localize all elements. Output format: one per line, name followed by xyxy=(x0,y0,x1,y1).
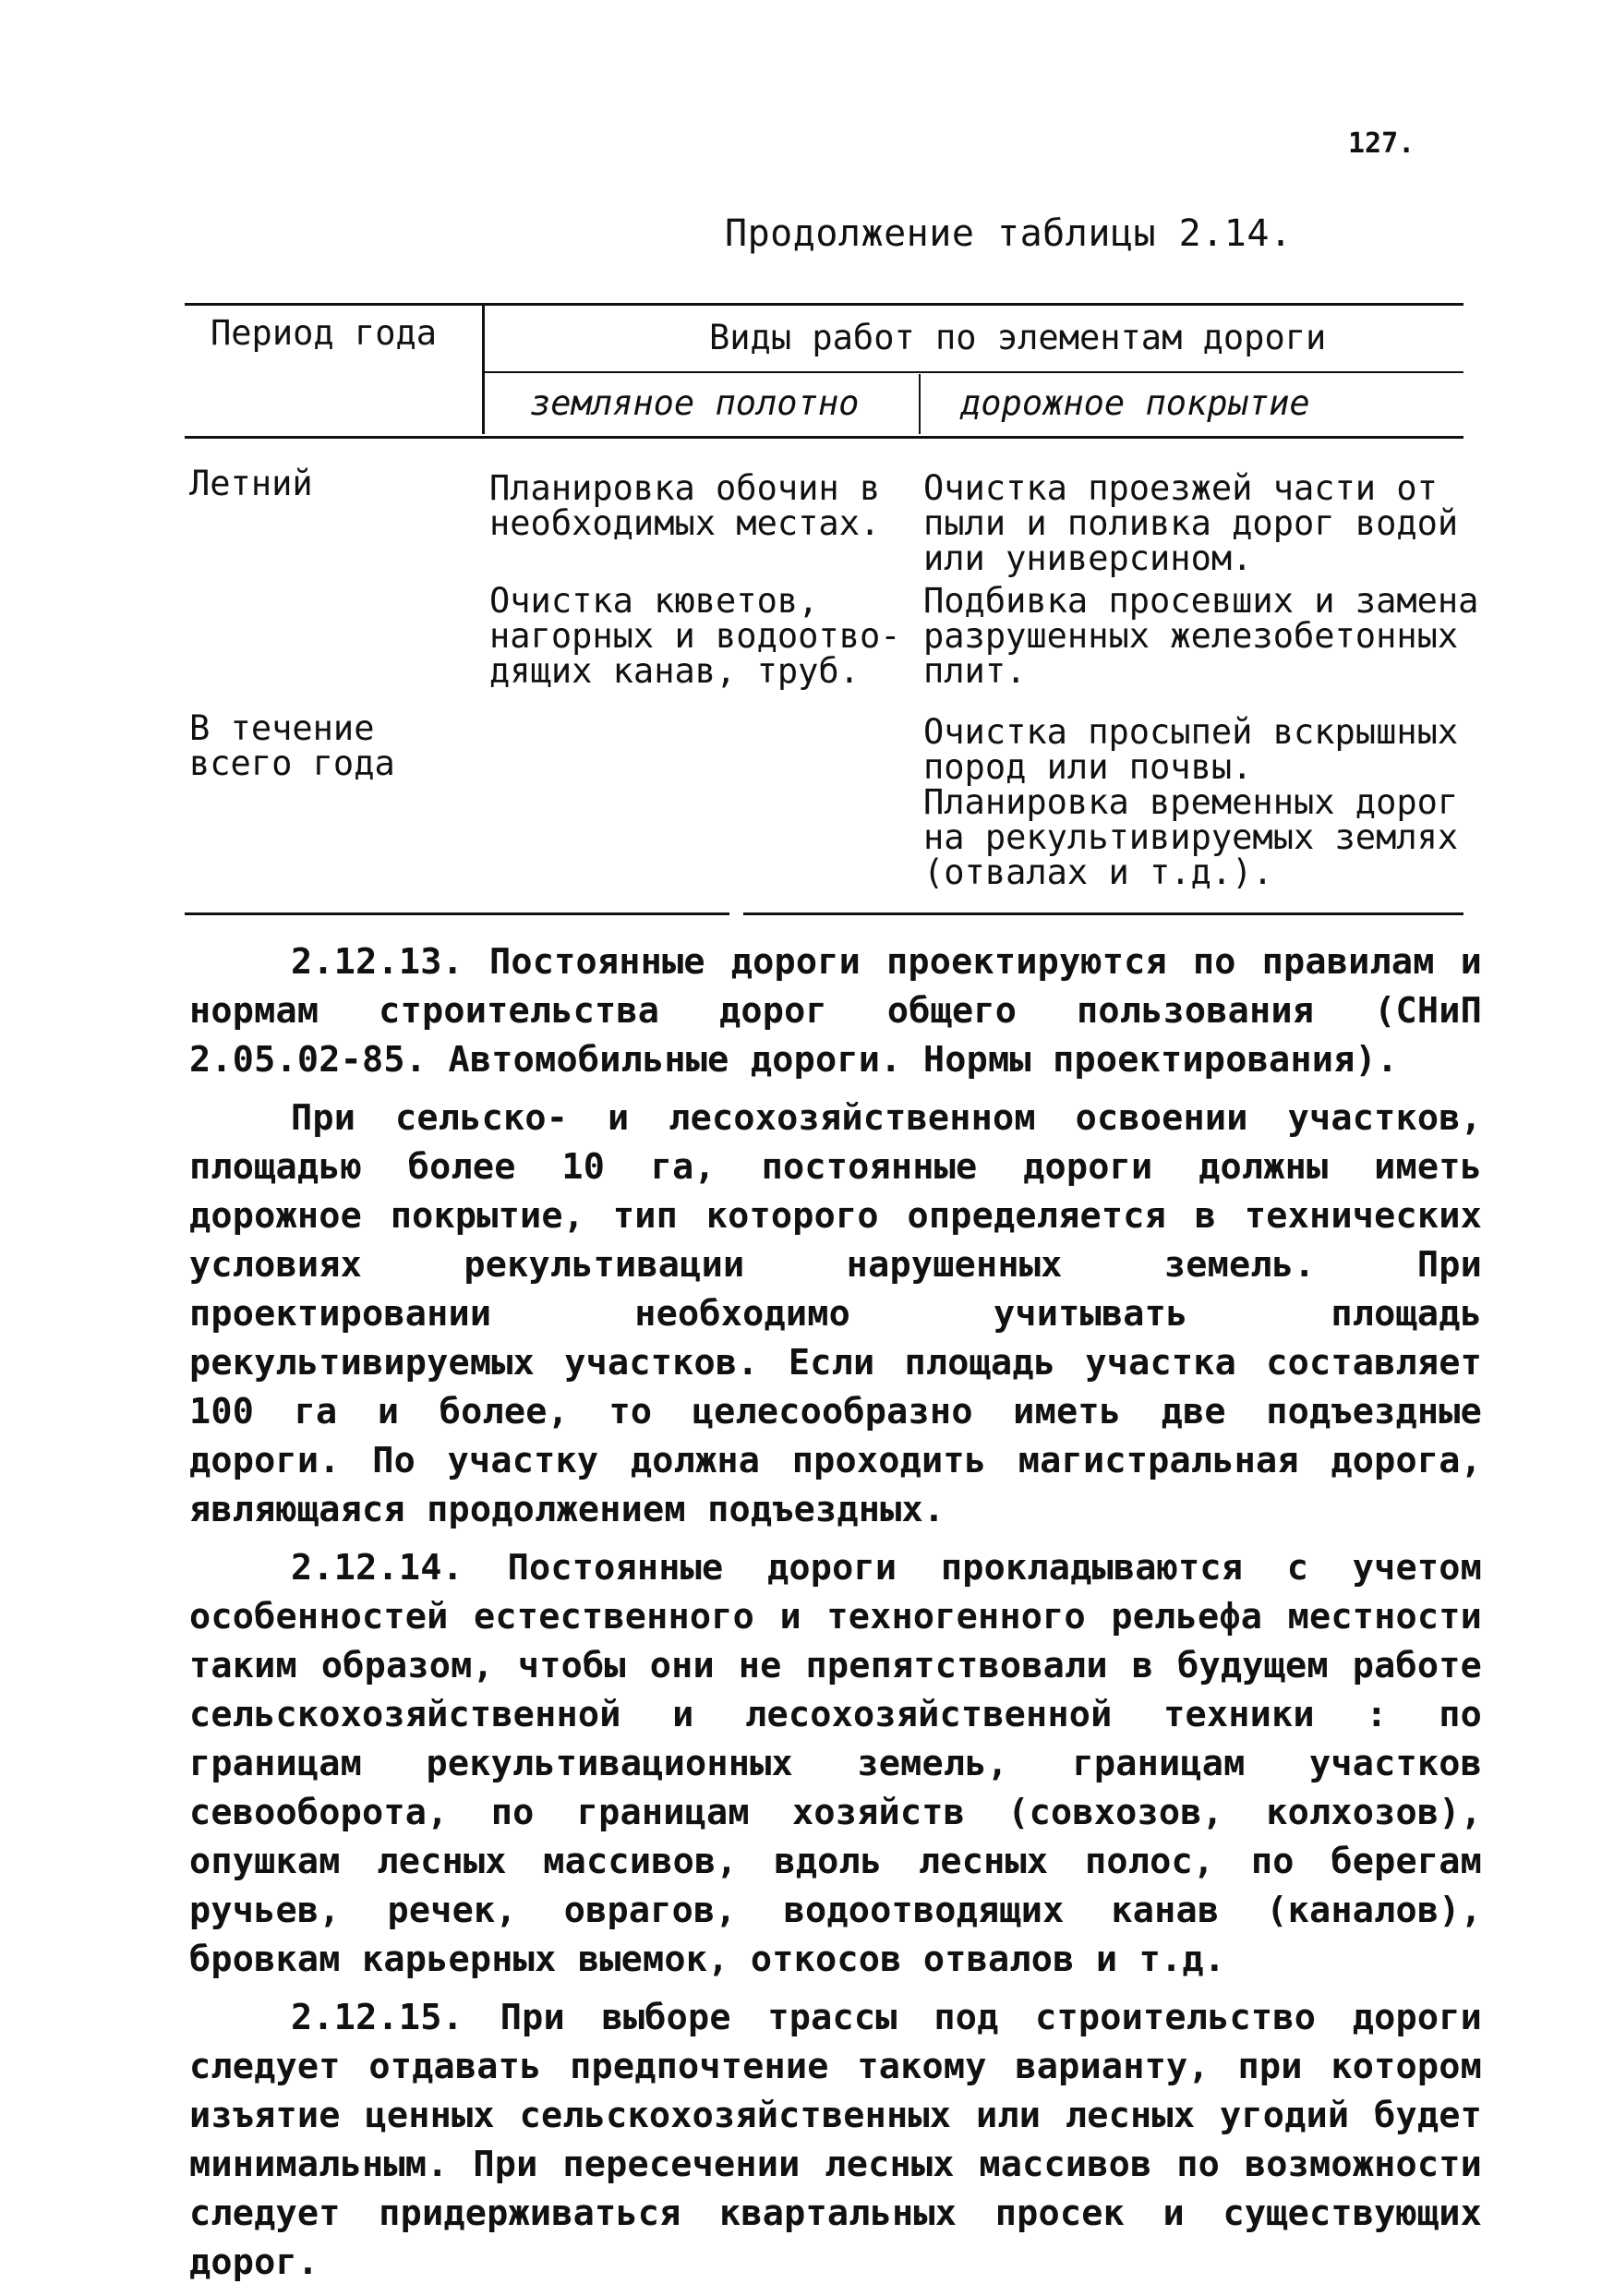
table-header-bottom-rule xyxy=(185,436,1463,439)
table-bottom-rule-left xyxy=(185,912,729,915)
row-summer-pavement-2: Подбивка просевших и замена разрушенных железобетонных плит. xyxy=(923,581,1479,691)
body-text xyxy=(189,937,1482,2296)
row-summer-period: Летний xyxy=(189,464,313,503)
row-yearround-pavement-1: Очистка просыпей вскрышных пород или почвы. Планировка временных дорог на рекультивируемых землях (отвалах и т.д.). xyxy=(923,712,1459,892)
paragraph-2-12-14: 2.12.14. Постоянные дороги прокладываются с учетом особенностей естественного и техногенного рельефа местности таким образом, чтобы они не препятствовали в будущем работе сельскохозяйственной и лесохозяйственной техники : по границам рекультивационных земель, границам участков севооборота, по границам хозяйств (совхозов, колхозов), опушкам лесных массивов, вдоль лесных полос, по берегам ручьев, речек, оврагов, водоотводящих канав (каналов), бровкам карьерных выемок, откосов отвалов и т.д. xyxy=(189,1547,1482,1980)
row-yearround-period: В течение всего года xyxy=(189,708,395,783)
table-caption: Продолжение таблицы 2.14. xyxy=(725,212,1293,255)
page-number: 127. xyxy=(1348,127,1415,160)
paragraph-2-12-13-continued: При сельско- и лесохозяйственном освоении участков, площадью более 10 га, постоянные дороги должны иметь дорожное покрытие, тип которого определяется в технических условиях рекультивации нарушенных земель. При проектировании необходимо учитывать площадь рекультивируемых участков. Если площадь участка составляет 100 га и более, то целесообразно иметь две подъездные дороги. По участку должна проходить магистральная дорога, являющаяся продолжением подъездных. xyxy=(189,1097,1482,1530)
header-subgrade: земляное полотно xyxy=(530,383,860,423)
paragraph-2-12-13: 2.12.13. Постоянные дороги проектируются по правилам и нормам строительства дорог общего пользования (СНиП 2.05.02-85. Автомобильные дороги. Нормы проектирования). xyxy=(189,941,1482,1081)
header-period: Период года xyxy=(211,313,438,353)
table-top-rule xyxy=(185,303,1463,306)
table-header-mid-rule xyxy=(485,371,1463,373)
header-works: Виды работ по элементам дороги xyxy=(709,318,1327,357)
table-bottom-rule-right xyxy=(743,912,1463,915)
paragraph-2-12-15: 2.12.15. При выборе трассы под строительство дороги следует отдавать предпочтение такому варианту, при котором изъятие ценных сельскохозяйственных или лесных угодий будет минимальным. При пересечении лесных массивов по возможности следует придерживаться квартальных просек и существующих дорог. xyxy=(189,1997,1482,2283)
table-header-vbar xyxy=(482,305,485,434)
row-summer-subgrade-2: Очистка кюветов, нагорных и водоотво- дящих канав, труб. xyxy=(489,581,901,691)
row-summer-subgrade-1: Планировка обочин в необходимых местах. xyxy=(489,468,881,543)
row-summer-pavement-1: Очистка проезжей части от пыли и поливка дорог водой или универсином. xyxy=(923,468,1459,578)
table-subheader-vbar xyxy=(919,374,921,434)
header-pavement: дорожное покрытие xyxy=(960,383,1310,423)
